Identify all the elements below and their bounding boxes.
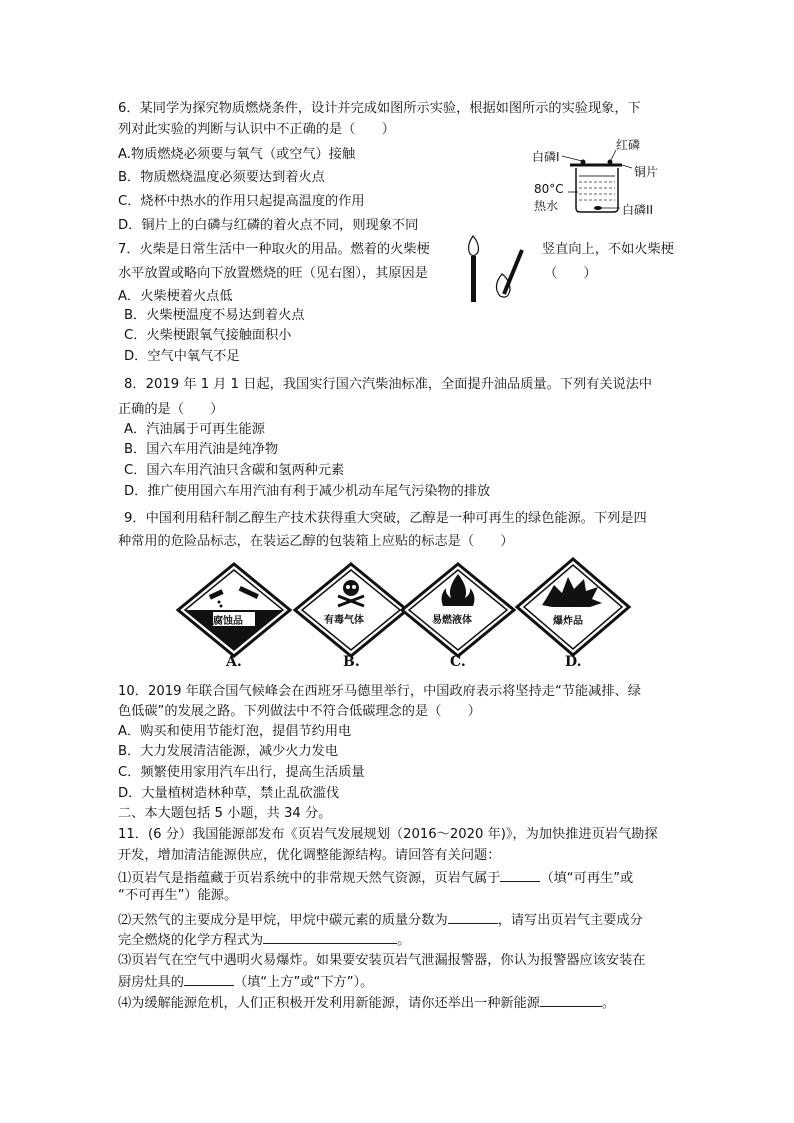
q6-option-c: C．烧杯中热水的作用只起提高温度的作用: [118, 194, 365, 209]
hazard-sign-b: [290, 560, 412, 672]
hazard-sign-c: [397, 560, 519, 672]
q8-option-b: B．国六车用汽油是纯净物: [124, 442, 279, 457]
q7-option-c: C．火柴梗跟氧气接触面积小: [124, 328, 292, 343]
q11-part2-line2: [118, 930, 410, 950]
q11-part2-text-a: ⑵天然气的主要成分是甲烷，甲烷中碳元素的质量分数为: [118, 913, 448, 928]
label-white-phosphorus-1: 白磷I: [532, 150, 560, 164]
q11-part1-text-b: （填“可再生”或: [540, 871, 634, 886]
q11-part2-line1: [118, 910, 643, 930]
q11-part2-text-d: 。: [397, 933, 411, 948]
q6-stem-line1: 6．某同学为探究物质燃烧条件，设计并完成如图所示实验，根据如图所示的实验现象，下: [118, 101, 641, 116]
q11-part1-line1: [118, 868, 633, 888]
q7-option-b: B．火柴梗温度不易达到着火点: [124, 308, 305, 323]
q10-option-d: D．大量植树造林种草，禁止乱砍滥伐: [118, 786, 340, 801]
q8-option-a: A．汽油属于可再生能源: [124, 422, 265, 437]
q11-stem-line1: 11．(6 分）我国能源部发布《页岩气发展规划（2016～2020 年)》，为加快推进页岩气勘探: [118, 827, 658, 842]
label-temperature: 80°C: [534, 182, 564, 196]
q8-option-d: D．推广使用国六车用汽油有利于减少机动车尾气污染物的排放: [124, 484, 491, 499]
q9-stem-line1: 9．中国利用秸秆制乙醇生产技术获得重大突破，乙醇是一种可再生的绿色能源。下列是四: [124, 511, 647, 526]
label-white-phosphorus-2: 白磷II: [622, 203, 654, 217]
q10-stem-line1: 10．2019 年联合国气候峰会在西班牙马德里举行，中国政府表示将坚持走“节能减排、绿: [118, 684, 641, 699]
q11-part2-blank-2[interactable]: [263, 930, 397, 944]
q11-part1-text-a: ⑴页岩气是指蕴藏于页岩系统中的非常规天然气资源，页岩气属于: [118, 871, 501, 886]
q8-stem-line1: 8．2019 年 1 月 1 日起，我国实行国六汽柴油标准，全面提升油品质量。下列有关说法中: [124, 377, 653, 392]
q11-part1-blank[interactable]: [500, 868, 540, 882]
q11-part4-text-a: ⑷为缓解能源危机，人们正积极开发利用新能源，请你还举出一种新能源: [118, 996, 540, 1011]
q7-stem-line2a: 水平放置或略向下放置燃烧的旺（见右图），其原因是: [118, 266, 428, 281]
q7-stem-line1b: 竖直向上，不如火柴梗: [542, 242, 674, 257]
q10-option-a: A．购买和使用节能灯泡，提倡节约用电: [118, 724, 352, 739]
q7-stem-line2b: （ ）: [544, 266, 597, 281]
sign-a-text: 腐蚀品: [213, 616, 243, 627]
toxic-gas-sign-icon: [290, 560, 412, 660]
flammable-liquid-sign-icon: [397, 560, 519, 660]
burning-match-icon: [462, 232, 534, 308]
phosphorus-experiment-figure: [528, 138, 688, 220]
sign-a-letter: A.: [226, 654, 242, 670]
q11-part4-line1: [118, 993, 615, 1013]
corrosive-sign-icon: [173, 560, 295, 660]
q11-part2-text-c: 完全燃烧的化学方程式为: [118, 933, 264, 948]
q8-stem-line2: 正确的是（ ）: [118, 402, 224, 417]
label-copper-plate: 铜片: [634, 165, 659, 179]
q9-stem-line2: 种常用的危险品标志，在装运乙醇的包装箱上应贴的标志是（ ）: [118, 534, 514, 549]
explosive-sign-icon: [512, 555, 634, 659]
q6-option-b: B．物质燃烧温度必须要达到着火点: [118, 170, 325, 185]
q7-stem-line1a: 7．火柴是日常生活中一种取火的用品。燃着的火柴梗: [118, 242, 430, 257]
q11-part3-text-c: （填“上方”或“下方”）。: [233, 975, 374, 990]
q6-option-d: D．铜片上的白磷与红磷的着火点不同，则现象不同: [118, 218, 419, 233]
q10-option-c: C．频繁使用家用汽车出行，提高生活质量: [118, 765, 365, 780]
q11-part3-line1: ⑶页岩气在空气中遇明火易爆炸。如果要安装页岩气泄漏报警器，你认为报警器应该安装在: [118, 953, 646, 968]
q8-option-c: C．国六车用汽油只含碳和氢两种元素: [124, 463, 345, 478]
sign-c-letter: C.: [450, 654, 466, 670]
q6-option-a: A.物质燃烧必须要与氧气（或空气）接触: [118, 147, 356, 162]
sign-d-text: 爆炸品: [553, 616, 583, 627]
q10-stem-line2: 色低碳”的发展之路。下列做法中不符合低碳理念的是（ ）: [118, 704, 481, 719]
q7-option-a: A．火柴梗着火点低: [118, 289, 233, 304]
sign-c-text: 易燃液体: [432, 615, 472, 626]
hazard-sign-a: [173, 560, 295, 672]
section-2-heading: 二、本大题包括 5 小题，共 34 分。: [118, 806, 332, 821]
q6-stem-line2: 列对此实验的判断与认识中不正确的是（ ）: [118, 122, 395, 137]
hazard-sign-d: [512, 555, 634, 672]
q11-part3-blank[interactable]: [184, 972, 234, 986]
q11-part2-text-b: ，请写出页岩气主要成分: [497, 913, 643, 928]
q11-part1-line2: “不可再生”）能源。: [118, 888, 238, 903]
q7-option-d: D．空气中氧气不足: [124, 349, 240, 364]
q11-part3-text-b: 厨房灶具的: [118, 975, 184, 990]
q11-part4-blank[interactable]: [540, 993, 602, 1007]
q10-option-b: B．大力发展清洁能源，减少火力发电: [118, 744, 339, 759]
match-figure: [462, 232, 534, 308]
q11-stem-line2: 开发，增加清洁能源供应，优化调整能源结构。请回答有关问题：: [118, 848, 501, 863]
label-red-phosphorus: 红磷: [616, 138, 641, 152]
q11-part4-text-b: 。: [602, 996, 616, 1011]
label-hot-water: 热水: [534, 199, 559, 213]
sign-b-letter: B.: [343, 654, 360, 670]
q11-part3-line2: [118, 972, 373, 992]
sign-d-letter: D.: [565, 654, 582, 670]
q11-part2-blank-1[interactable]: [448, 910, 498, 924]
sign-b-text: 有毒气体: [324, 615, 364, 626]
